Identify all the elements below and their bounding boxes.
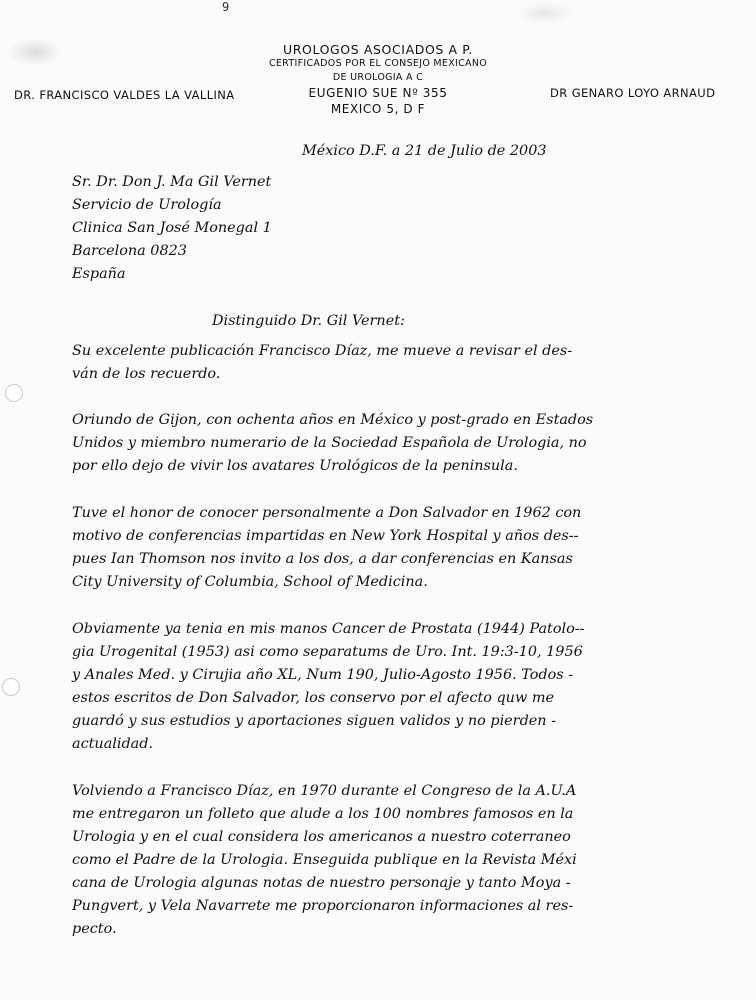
letterhead-practice-name: UROLOGOS ASOCIADOS A P. <box>282 42 473 57</box>
paper-smudge <box>8 38 63 66</box>
paragraph-line: cana de Urologia algunas notas de nuestro personaje y tanto Moya - <box>72 875 571 891</box>
paragraph-line: me entregaron un folleto que alude a los 100 nombres famosos en la <box>72 806 574 822</box>
paragraph-line: Oriundo de Gijon, con ochenta años en México y post-grado en Estados <box>72 412 594 428</box>
recipient-line: Barcelona 0823 <box>72 243 187 259</box>
paragraph-line: pecto. <box>72 921 117 937</box>
paragraph-line: Pungvert, y Vela Navarrete me proporcionaron informaciones al res- <box>72 898 574 914</box>
paragraph-line: Su excelente publicación Francisco Díaz, me mueve a revisar el des- <box>72 343 573 359</box>
recipient-line: España <box>72 266 126 282</box>
punch-hole <box>5 384 23 402</box>
paragraph-line: pues Ian Thomson nos invito a los dos, a dar conferencias en Kansas <box>72 551 573 567</box>
paragraph-line: Unidos y miembro numerario de la Sociedad Española de Urologia, no <box>72 435 587 451</box>
letterhead-certification-line-1: CERTIFICADOS POR EL CONSEJO MEXICANO <box>268 58 488 69</box>
paragraph-line: actualidad. <box>72 736 154 752</box>
letterhead-address-line-1: EUGENIO SUE Nº 355 <box>308 86 448 100</box>
paragraph-line: como el Padre de la Urologia. Enseguida publique en la Revista Méxi <box>72 852 577 868</box>
letterhead-doctor-right: DR GENARO LOYO ARNAUD <box>550 86 716 100</box>
paragraph-line: y Anales Med. y Cirujia año XL, Num 190, Julio-Agosto 1956. Todos - <box>72 667 574 683</box>
page-number: 9 <box>222 0 230 14</box>
paragraph-line: por ello dejo de vivir los avatares Urológicos de la peninsula. <box>72 458 518 474</box>
paragraph-line: gia Urogenital (1953) asi como separatums de Uro. Int. 19:3-10, 1956 <box>72 644 583 660</box>
salutation: Distinguido Dr. Gil Vernet: <box>212 313 405 329</box>
punch-hole <box>2 678 20 696</box>
letterhead-address-line-2: MEXICO 5, D F <box>330 102 426 116</box>
paragraph-line: estos escritos de Don Salvador, los conservo por el afecto quw me <box>72 690 555 706</box>
letterhead-certification-line-2: DE UROLOGIA A C <box>332 72 424 83</box>
paragraph-line: motivo de conferencias impartidas en New York Hospital y años des-- <box>72 528 579 544</box>
letterhead-doctor-left: DR. FRANCISCO VALDES LA VALLINA <box>14 88 235 102</box>
recipient-line: Clinica San José Monegal 1 <box>72 220 272 236</box>
date-line: México D.F. a 21 de Julio de 2003 <box>302 143 547 159</box>
paragraph-line: Volviendo a Francisco Díaz, en 1970 durante el Congreso de la A.U.A <box>72 783 577 799</box>
paragraph-line: Tuve el honor de conocer personalmente a Don Salvador en 1962 con <box>72 505 582 521</box>
paragraph-line: Urologia y en el cual considera los americanos a nuestro coterraneo <box>72 829 571 845</box>
paper-smudge <box>515 2 575 24</box>
recipient-line: Sr. Dr. Don J. Ma Gil Vernet <box>72 174 272 190</box>
paragraph-line: City University of Columbia, School of Medicina. <box>72 574 428 590</box>
paragraph-line: ván de los recuerdo. <box>72 366 221 382</box>
paragraph-line: Obviamente ya tenia en mis manos Cancer de Prostata (1944) Patolo-- <box>72 621 585 637</box>
recipient-line: Servicio de Urología <box>72 197 222 213</box>
paragraph-line: guardó y sus estudios y aportaciones siguen validos y no pierden - <box>72 713 556 729</box>
